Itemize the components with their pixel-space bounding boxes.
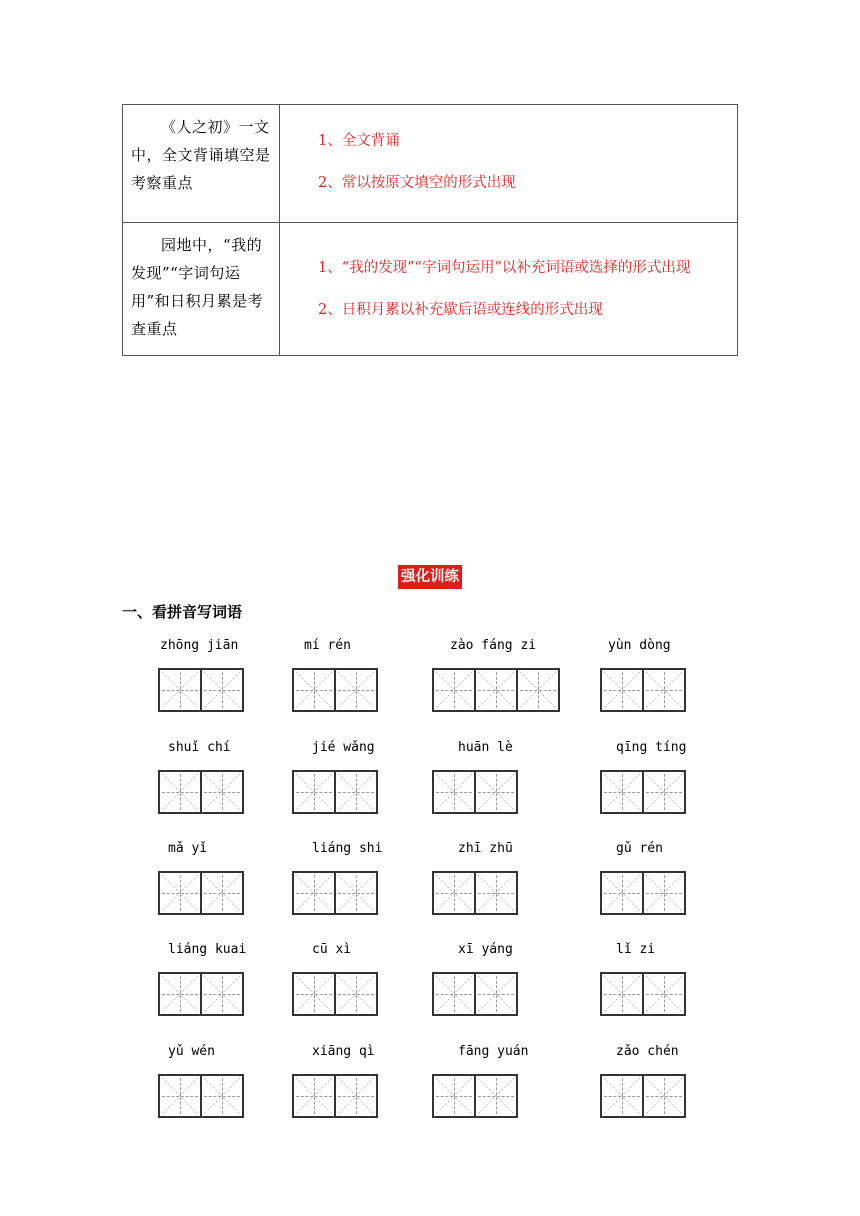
pinyin-label: qīng tíng (616, 740, 687, 755)
character-box[interactable] (474, 770, 518, 814)
character-box[interactable] (158, 871, 202, 915)
character-box[interactable] (158, 770, 202, 814)
point-text: 2、日积月累以补充歇后语或连线的形式出现 (318, 302, 603, 318)
box-guide-lines (476, 974, 516, 1014)
box-guide-lines (336, 974, 376, 1014)
character-box[interactable] (292, 770, 336, 814)
character-box[interactable] (334, 770, 378, 814)
character-box[interactable] (334, 871, 378, 915)
writing-grid[interactable] (432, 770, 516, 814)
box-guide-lines (434, 974, 474, 1014)
character-box[interactable] (158, 972, 202, 1016)
character-box[interactable] (642, 871, 686, 915)
box-guide-lines (202, 772, 242, 812)
character-box[interactable] (158, 668, 202, 712)
writing-grid[interactable] (292, 770, 376, 814)
box-guide-lines (160, 670, 200, 710)
writing-grid[interactable] (600, 1074, 684, 1118)
box-guide-lines (294, 772, 334, 812)
box-guide-lines (336, 772, 376, 812)
box-guide-lines (294, 974, 334, 1014)
pinyin-label: liáng kuai (168, 942, 247, 957)
box-guide-lines (434, 1076, 474, 1116)
writing-grid[interactable] (600, 972, 684, 1016)
point-text: 1、“我的发现”“字词句运用”以补充词语或选择的形式出现 (318, 260, 691, 276)
table-cell-points (280, 105, 737, 222)
character-box[interactable] (600, 972, 644, 1016)
box-guide-lines (434, 772, 474, 812)
box-guide-lines (434, 873, 474, 913)
character-box[interactable] (600, 871, 644, 915)
box-guide-lines (202, 974, 242, 1014)
character-box[interactable] (200, 770, 244, 814)
box-guide-lines (202, 670, 242, 710)
point-text: 2、常以按原文填空的形式出现 (318, 175, 516, 191)
pinyin-label: mí rén (304, 638, 351, 653)
pinyin-label: lǐ zi (616, 942, 656, 957)
character-box[interactable] (334, 972, 378, 1016)
writing-grid[interactable] (292, 1074, 376, 1118)
key-points-table (122, 104, 738, 356)
writing-grid[interactable] (292, 668, 376, 712)
box-guide-lines (476, 873, 516, 913)
writing-grid[interactable] (158, 1074, 242, 1118)
writing-grid[interactable] (158, 871, 242, 915)
pinyin-label: xiāng qì (312, 1044, 375, 1059)
box-guide-lines (644, 873, 684, 913)
character-box[interactable] (432, 668, 476, 712)
pinyin-label: yùn dòng (608, 638, 671, 653)
box-guide-lines (476, 670, 516, 710)
character-box[interactable] (600, 770, 644, 814)
box-guide-lines (294, 1076, 334, 1116)
box-guide-lines (476, 1076, 516, 1116)
writing-grid[interactable] (600, 871, 684, 915)
box-guide-lines (602, 772, 642, 812)
character-box[interactable] (642, 972, 686, 1016)
pinyin-label: yǔ wén (168, 1044, 215, 1059)
box-guide-lines (202, 1076, 242, 1116)
box-guide-lines (336, 873, 376, 913)
character-box[interactable] (432, 770, 476, 814)
section-badge: 强化训练 (398, 565, 462, 589)
box-guide-lines (518, 670, 558, 710)
box-guide-lines (336, 1076, 376, 1116)
character-box[interactable] (642, 1074, 686, 1118)
box-guide-lines (160, 772, 200, 812)
box-guide-lines (434, 670, 474, 710)
character-box[interactable] (292, 972, 336, 1016)
pinyin-label: mǎ yǐ (168, 841, 208, 856)
pinyin-label: shuǐ chí (168, 740, 231, 755)
character-box[interactable] (642, 668, 686, 712)
character-box[interactable] (432, 871, 476, 915)
writing-grid[interactable] (432, 871, 516, 915)
box-guide-lines (336, 670, 376, 710)
character-box[interactable] (158, 1074, 202, 1118)
character-box[interactable] (474, 871, 518, 915)
writing-grid[interactable] (292, 871, 376, 915)
character-box[interactable] (292, 871, 336, 915)
character-box[interactable] (200, 972, 244, 1016)
character-box[interactable] (432, 972, 476, 1016)
pinyin-label: xī yáng (458, 942, 513, 957)
pinyin-label: jié wǎng (312, 740, 375, 755)
character-box[interactable] (600, 668, 644, 712)
pinyin-label: gǔ rén (616, 841, 663, 856)
box-guide-lines (160, 974, 200, 1014)
pinyin-label: fāng yuán (458, 1044, 529, 1059)
point-text: 1、全文背诵 (318, 133, 400, 149)
pinyin-label: liáng shi (312, 841, 383, 856)
character-box[interactable] (474, 668, 518, 712)
section-title: 一、看拼音写词语 (122, 603, 243, 621)
character-box[interactable] (516, 668, 560, 712)
box-guide-lines (602, 974, 642, 1014)
box-guide-lines (644, 974, 684, 1014)
box-guide-lines (602, 873, 642, 913)
table-cell-topic: 《人之初》一文中，全文背诵填空是考察重点 (123, 105, 280, 222)
character-box[interactable] (432, 1074, 476, 1118)
box-guide-lines (294, 670, 334, 710)
box-guide-lines (160, 873, 200, 913)
box-guide-lines (644, 1076, 684, 1116)
character-box[interactable] (292, 668, 336, 712)
character-box[interactable] (474, 1074, 518, 1118)
table-cell-points (280, 223, 737, 356)
writing-grid[interactable] (432, 1074, 516, 1118)
character-box[interactable] (200, 1074, 244, 1118)
pinyin-label: zǎo chén (616, 1044, 679, 1059)
table-row (123, 105, 737, 222)
character-box[interactable] (600, 1074, 644, 1118)
pinyin-label: cū xì (312, 942, 352, 957)
table-row (123, 222, 737, 356)
writing-grid[interactable] (292, 972, 376, 1016)
character-box[interactable] (334, 668, 378, 712)
writing-grid[interactable] (600, 770, 684, 814)
character-box[interactable] (642, 770, 686, 814)
writing-grid[interactable] (432, 972, 516, 1016)
pinyin-label: huān lè (458, 740, 513, 755)
box-guide-lines (476, 772, 516, 812)
pinyin-label: zhōng jiān (160, 638, 239, 653)
pinyin-label: zhī zhū (458, 841, 513, 856)
writing-grid[interactable] (158, 972, 242, 1016)
character-box[interactable] (200, 871, 244, 915)
box-guide-lines (602, 670, 642, 710)
box-guide-lines (202, 873, 242, 913)
box-guide-lines (294, 873, 334, 913)
table-cell-topic: 园地中，“我的发现”“字词句运用”和日积月累是考查重点 (123, 223, 280, 356)
writing-grid[interactable] (158, 668, 242, 712)
box-guide-lines (602, 1076, 642, 1116)
writing-grid[interactable] (600, 668, 684, 712)
writing-grid[interactable] (432, 668, 558, 712)
character-box[interactable] (334, 1074, 378, 1118)
box-guide-lines (160, 1076, 200, 1116)
writing-grid[interactable] (158, 770, 242, 814)
character-box[interactable] (474, 972, 518, 1016)
character-box[interactable] (200, 668, 244, 712)
character-box[interactable] (292, 1074, 336, 1118)
box-guide-lines (644, 670, 684, 710)
box-guide-lines (644, 772, 684, 812)
pinyin-label: zào fáng zi (450, 638, 537, 653)
